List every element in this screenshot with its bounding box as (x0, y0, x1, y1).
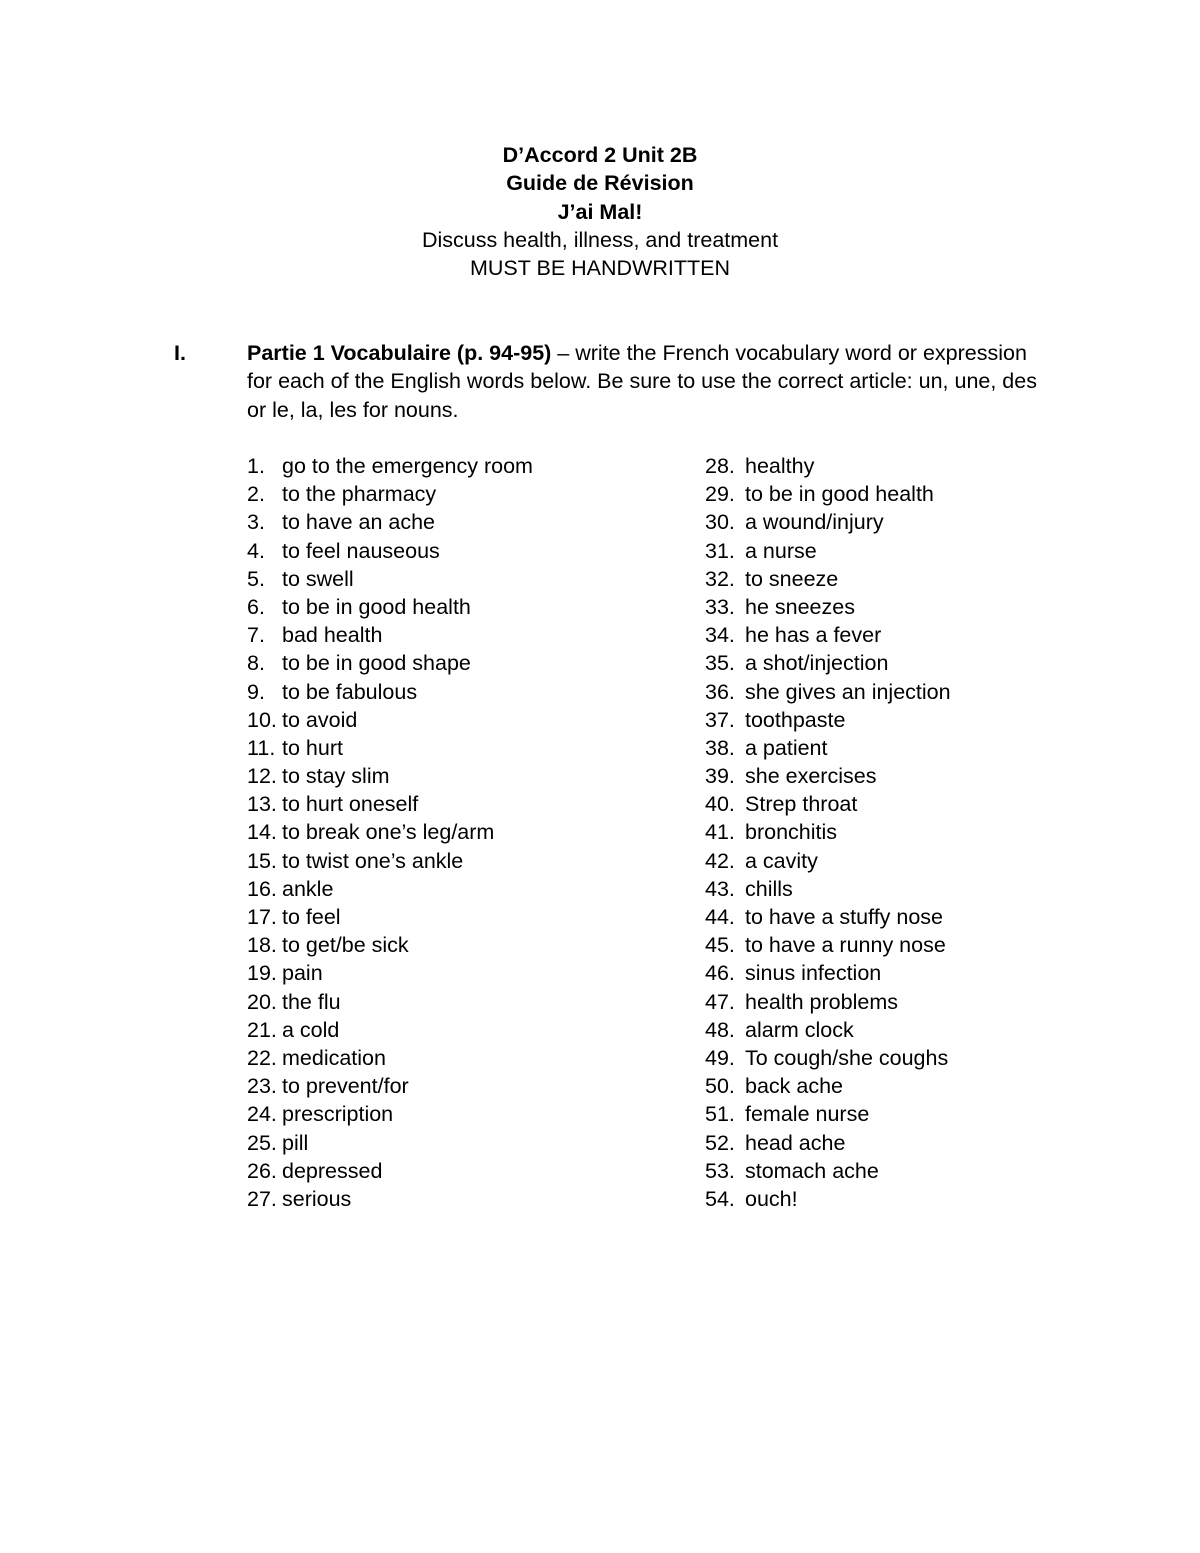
vocab-item-number: 36. (705, 679, 735, 704)
vocab-item (705, 1157, 1145, 1185)
vocab-item-text: bad health (282, 623, 383, 648)
vocab-item (247, 1185, 687, 1213)
vocab-item-number: 45. (705, 933, 735, 958)
section-instructions-block (247, 339, 1037, 424)
vocab-item-text: pain (282, 961, 323, 986)
vocab-item-number: 48. (705, 1017, 735, 1042)
vocab-item-text: medication (282, 1045, 386, 1070)
vocab-item-number: 41. (705, 820, 735, 845)
vocab-item-number: 1. (247, 454, 265, 478)
vocab-item-number: 14. (247, 820, 277, 845)
vocab-item-number: 16. (247, 876, 277, 901)
vocab-item (247, 903, 687, 931)
vocab-item-text: to have a runny nose (745, 933, 946, 958)
vocab-item (705, 537, 1145, 565)
vocab-item (247, 790, 687, 818)
vocab-item (247, 1100, 687, 1128)
vocab-item (247, 959, 687, 987)
vocab-item-number: 18. (247, 933, 277, 958)
vocab-item-number: 38. (705, 735, 735, 760)
vocab-item (247, 931, 687, 959)
vocab-item-number: 34. (705, 623, 735, 648)
vocab-item (247, 593, 687, 621)
vocab-item-number: 35. (705, 651, 735, 676)
vocab-item-number: 30. (705, 510, 735, 535)
vocab-item-text: to swell (282, 566, 354, 591)
vocab-item-text: to feel (282, 905, 341, 929)
vocab-item-number: 27. (247, 1186, 277, 1211)
vocab-item-text: female nurse (745, 1102, 870, 1127)
vocab-item-number: 52. (705, 1130, 735, 1155)
vocab-item (247, 1072, 687, 1100)
vocab-item (705, 847, 1145, 875)
vocab-item-text: bronchitis (745, 820, 838, 845)
vocab-item-number: 28. (705, 454, 735, 478)
vocab-item-text: to break one’s leg/arm (282, 820, 495, 845)
vocab-item-number: 4. (247, 538, 265, 563)
vocab-item-number: 21. (247, 1017, 277, 1042)
vocab-item (247, 762, 687, 790)
vocab-item-text: chills (745, 876, 793, 901)
vocab-item-number: 3. (247, 510, 265, 535)
vocab-item-text: ouch! (745, 1186, 798, 1211)
vocab-item (705, 593, 1145, 621)
vocab-item-number: 2. (247, 482, 265, 507)
vocab-item-text: ankle (282, 876, 334, 901)
vocab-item-number: 20. (247, 989, 277, 1014)
vocab-item (247, 1016, 687, 1044)
vocab-item (705, 1044, 1145, 1072)
vocab-item-text: he has a fever (745, 623, 882, 648)
vocab-item-number: 12. (247, 764, 277, 789)
vocab-item-text: a patient (745, 735, 828, 760)
vocab-item-text: he sneezes (745, 594, 855, 619)
vocab-item-number: 13. (247, 792, 277, 817)
document-header (0, 141, 1200, 282)
vocab-item-number: 43. (705, 876, 735, 901)
vocab-item-text: a cold (282, 1017, 340, 1042)
vocab-item (705, 959, 1145, 987)
vocab-item-number: 7. (247, 623, 265, 648)
vocab-item-text: to be in good shape (282, 651, 471, 676)
vocab-item (705, 1072, 1145, 1100)
vocab-item-text: to have a stuffy nose (745, 905, 944, 929)
vocab-item-number: 23. (247, 1074, 277, 1099)
vocab-item-number: 46. (705, 961, 735, 986)
vocab-item-number: 47. (705, 989, 735, 1014)
vocab-item (705, 480, 1145, 508)
vocab-item-text: to feel nauseous (282, 538, 440, 563)
vocab-list-right (705, 452, 1145, 1213)
vocab-item-number: 9. (247, 679, 265, 704)
vocab-item-number: 49. (705, 1045, 735, 1070)
vocab-item (705, 1100, 1145, 1128)
vocab-item-text: to be in good health (282, 594, 471, 619)
vocab-item (705, 706, 1145, 734)
vocab-item-number: 31. (705, 538, 735, 563)
vocab-item-number: 51. (705, 1102, 735, 1127)
vocab-item-text: a nurse (745, 538, 817, 563)
vocab-item (247, 508, 687, 536)
vocab-item-number: 11. (247, 735, 276, 760)
vocab-item-number: 10. (247, 707, 277, 732)
vocab-item-text: To cough/she coughs (745, 1045, 949, 1070)
vocab-item-text: toothpaste (745, 707, 846, 732)
vocab-item (247, 678, 687, 706)
vocab-item-text: to prevent/for (282, 1074, 409, 1099)
vocab-item (705, 734, 1145, 762)
unit-title: J’ai Mal! (557, 199, 643, 224)
vocab-item-text: to hurt (282, 735, 343, 760)
vocab-item (247, 734, 687, 762)
section-numeral: I. (174, 341, 186, 365)
vocab-item (705, 903, 1145, 931)
vocab-item-text: head ache (745, 1130, 846, 1155)
vocab-item (705, 649, 1145, 677)
vocab-item (247, 1157, 687, 1185)
vocab-item (705, 508, 1145, 536)
vocab-item-text: alarm clock (745, 1017, 854, 1042)
vocab-item-number: 8. (247, 651, 265, 676)
vocab-item (705, 790, 1145, 818)
vocab-item-text: a wound/injury (745, 510, 884, 535)
vocab-item (705, 762, 1145, 790)
handwritten-notice: MUST BE HANDWRITTEN (470, 256, 730, 281)
vocab-item-number: 40. (705, 792, 735, 817)
vocab-item-text: a cavity (745, 848, 818, 873)
vocab-item (705, 818, 1145, 846)
vocab-item-text: she exercises (745, 764, 877, 789)
vocab-item (705, 931, 1145, 959)
vocab-item-number: 24. (247, 1102, 277, 1127)
vocab-item-text: to sneeze (745, 566, 839, 591)
vocab-list-left (247, 452, 687, 1213)
vocab-item (705, 1016, 1145, 1044)
vocab-item-text: to hurt oneself (282, 792, 419, 817)
vocab-item (705, 452, 1145, 480)
section-instructions: – write the French vocabulary word or expression for each of the English words below. Be sure to use the correct article: un, une, des or le, la, les for nouns. (247, 341, 1037, 422)
vocab-item-number: 25. (247, 1130, 277, 1155)
vocab-item (247, 565, 687, 593)
vocab-item-text: go to the emergency room (282, 454, 533, 478)
vocab-item-text: depressed (282, 1158, 383, 1183)
vocab-item-text: pill (282, 1130, 309, 1155)
vocab-item-number: 26. (247, 1158, 277, 1183)
vocab-item (247, 875, 687, 903)
vocab-item (247, 1044, 687, 1072)
vocab-item-text: Strep throat (745, 792, 858, 817)
vocab-item-number: 54. (705, 1186, 735, 1211)
vocab-item-number: 53. (705, 1158, 735, 1183)
vocab-item-text: sinus infection (745, 961, 882, 986)
vocab-item (247, 649, 687, 677)
vocab-item-text: to stay slim (282, 764, 390, 789)
vocab-item-number: 29. (705, 482, 735, 507)
vocab-item-number: 17. (247, 905, 277, 929)
vocab-item (247, 847, 687, 875)
vocab-item-text: to avoid (282, 707, 358, 732)
course-title: D’Accord 2 Unit 2B (502, 143, 698, 167)
vocab-item-number: 22. (247, 1045, 277, 1070)
unit-description: Discuss health, illness, and treatment (421, 227, 779, 252)
section-title: Partie 1 Vocabulaire (p. 94-95) (247, 341, 552, 365)
vocab-item-text: healthy (745, 454, 815, 478)
vocab-item-text: stomach ache (745, 1158, 879, 1183)
vocab-item-text: to the pharmacy (282, 482, 437, 507)
vocab-item (705, 621, 1145, 649)
vocab-item-number: 19. (247, 961, 277, 986)
vocab-item-number: 15. (247, 848, 277, 873)
vocab-item (247, 818, 687, 846)
vocab-item-text: prescription (282, 1102, 394, 1127)
vocab-item-number: 50. (705, 1074, 735, 1099)
vocab-item-number: 5. (247, 566, 265, 591)
vocab-item-text: to be in good health (745, 482, 934, 507)
vocab-item (247, 537, 687, 565)
vocab-item-text: to twist one’s ankle (282, 848, 464, 873)
vocab-item-text: serious (282, 1186, 352, 1211)
vocab-item-text: to be fabulous (282, 679, 418, 704)
vocab-item (705, 1129, 1145, 1157)
vocab-item-text: to have an ache (282, 510, 436, 535)
vocab-item (705, 875, 1145, 903)
vocab-item (247, 988, 687, 1016)
vocab-item-text: she gives an injection (745, 679, 951, 704)
vocab-item (705, 1185, 1145, 1213)
vocab-item (247, 480, 687, 508)
vocab-item (247, 452, 687, 480)
vocab-item-text: back ache (745, 1074, 844, 1099)
vocab-item (705, 988, 1145, 1016)
vocab-item-number: 33. (705, 594, 735, 619)
vocab-item-text: the flu (282, 989, 341, 1014)
vocab-item-text: to get/be sick (282, 933, 409, 958)
vocab-item (247, 1129, 687, 1157)
vocab-item-text: a shot/injection (745, 651, 889, 676)
vocab-item-number: 32. (705, 566, 735, 591)
vocab-item-number: 6. (247, 594, 265, 619)
vocab-item-number: 39. (705, 764, 735, 789)
vocab-item (705, 565, 1145, 593)
vocab-item-number: 42. (705, 848, 735, 873)
vocab-item (705, 678, 1145, 706)
vocab-item-text: health problems (745, 989, 898, 1014)
vocab-item (247, 706, 687, 734)
vocab-item-number: 44. (705, 905, 735, 929)
guide-title: Guide de Révision (506, 171, 694, 196)
vocab-item-number: 37. (705, 707, 735, 732)
vocab-item (247, 621, 687, 649)
